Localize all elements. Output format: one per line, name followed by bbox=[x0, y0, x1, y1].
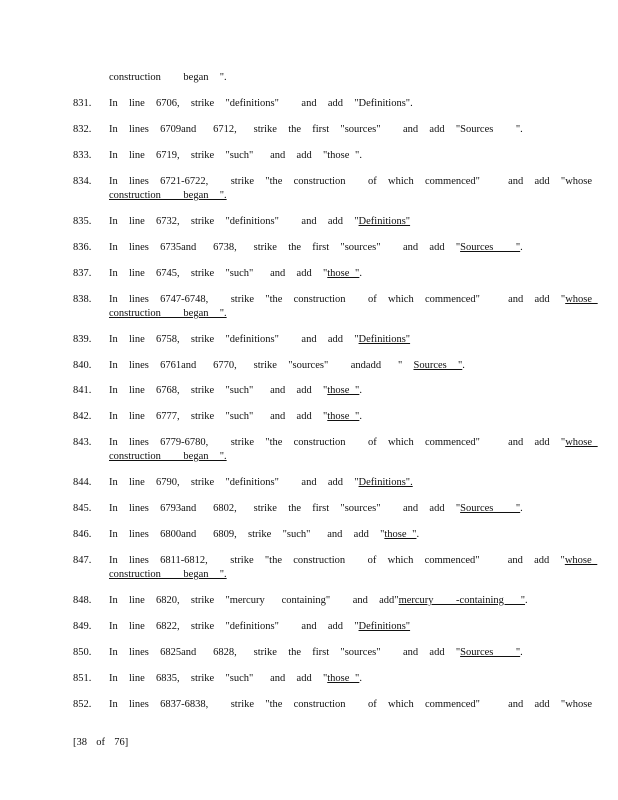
item-number: 848. bbox=[73, 595, 92, 606]
item-text: In line 6820, strike "mercury containing" and add"mercury -containing ". bbox=[109, 595, 528, 606]
item-number: 841. bbox=[73, 385, 92, 396]
item-number: 844. bbox=[73, 477, 92, 488]
item-number: 840. bbox=[73, 360, 92, 371]
item-text: In lines 6825and 6828, strike the first "sources" and add "Sources ". bbox=[109, 647, 523, 658]
item-number: 851. bbox=[73, 673, 92, 684]
item-text: In lines 6747-6748, strike "the construction of which commenced" and add "whose bbox=[109, 294, 598, 305]
item-text: In lines 6709and 6712, strike the first "sources" and add "Sources ". bbox=[109, 124, 523, 135]
item-text: In lines 6793and 6802, strike the first "sources" and add "Sources ". bbox=[109, 503, 523, 514]
item-number: 839. bbox=[73, 334, 92, 345]
item-number: 837. bbox=[73, 268, 92, 279]
item-text: In lines 6811-6812, strike "the construction of which commenced" and add "whose bbox=[109, 555, 598, 566]
item-number: 849. bbox=[73, 621, 92, 632]
item-number: 847. bbox=[73, 555, 92, 566]
item-text-continuation: construction began ". bbox=[109, 190, 227, 201]
item-number: 843. bbox=[73, 437, 92, 448]
item-text: In line 6732, strike "definitions" and add "Definitions" bbox=[109, 216, 411, 227]
item-text: In line 6706, strike "definitions" and add "Definitions". bbox=[109, 98, 413, 109]
item-text: In lines 6761and 6770, strike "sources" andadd " Sources ". bbox=[109, 360, 465, 371]
item-text: In lines 6779-6780, strike "the construction of which commenced" and add "whose bbox=[109, 437, 598, 448]
item-text: In lines 6735and 6738, strike the first "sources" and add "Sources ". bbox=[109, 242, 523, 253]
item-text: In lines 6837-6838, strike "the construction of which commenced" and add "whose bbox=[109, 699, 593, 710]
item-text: In line 6790, strike "definitions" and add "Definitions". bbox=[109, 477, 413, 488]
page-number: [38 of 76] bbox=[73, 737, 129, 748]
item-text-continuation: construction began ". bbox=[109, 451, 227, 462]
item-number: 831. bbox=[73, 98, 92, 109]
item-text: In line 6822, strike "definitions" and add "Definitions" bbox=[109, 621, 411, 632]
item-text: In line 6745, strike "such" and add "those ". bbox=[109, 268, 362, 279]
item-text: In line 6719, strike "such" and add "those ". bbox=[109, 150, 362, 161]
item-number: 836. bbox=[73, 242, 92, 253]
continuation-line: construction began ". bbox=[109, 72, 227, 83]
item-number: 833. bbox=[73, 150, 92, 161]
item-number: 835. bbox=[73, 216, 92, 227]
item-text: In line 6758, strike "definitions" and add "Definitions" bbox=[109, 334, 411, 345]
item-number: 832. bbox=[73, 124, 92, 135]
item-text-continuation: construction began ". bbox=[109, 308, 227, 319]
item-text: In line 6768, strike "such" and add "those ". bbox=[109, 385, 362, 396]
item-text: In line 6777, strike "such" and add "those ". bbox=[109, 411, 362, 422]
item-text-continuation: construction began ". bbox=[109, 569, 227, 580]
item-text: In line 6835, strike "such" and add "those ". bbox=[109, 673, 362, 684]
item-number: 845. bbox=[73, 503, 92, 514]
item-text: In lines 6721-6722, strike "the construction of which commenced" and add "whose bbox=[109, 176, 593, 187]
item-number: 838. bbox=[73, 294, 92, 305]
item-number: 852. bbox=[73, 699, 92, 710]
item-text: In lines 6800and 6809, strike "such" and add "those ". bbox=[109, 529, 420, 540]
item-number: 846. bbox=[73, 529, 92, 540]
item-number: 850. bbox=[73, 647, 92, 658]
item-number: 842. bbox=[73, 411, 92, 422]
item-number: 834. bbox=[73, 176, 92, 187]
